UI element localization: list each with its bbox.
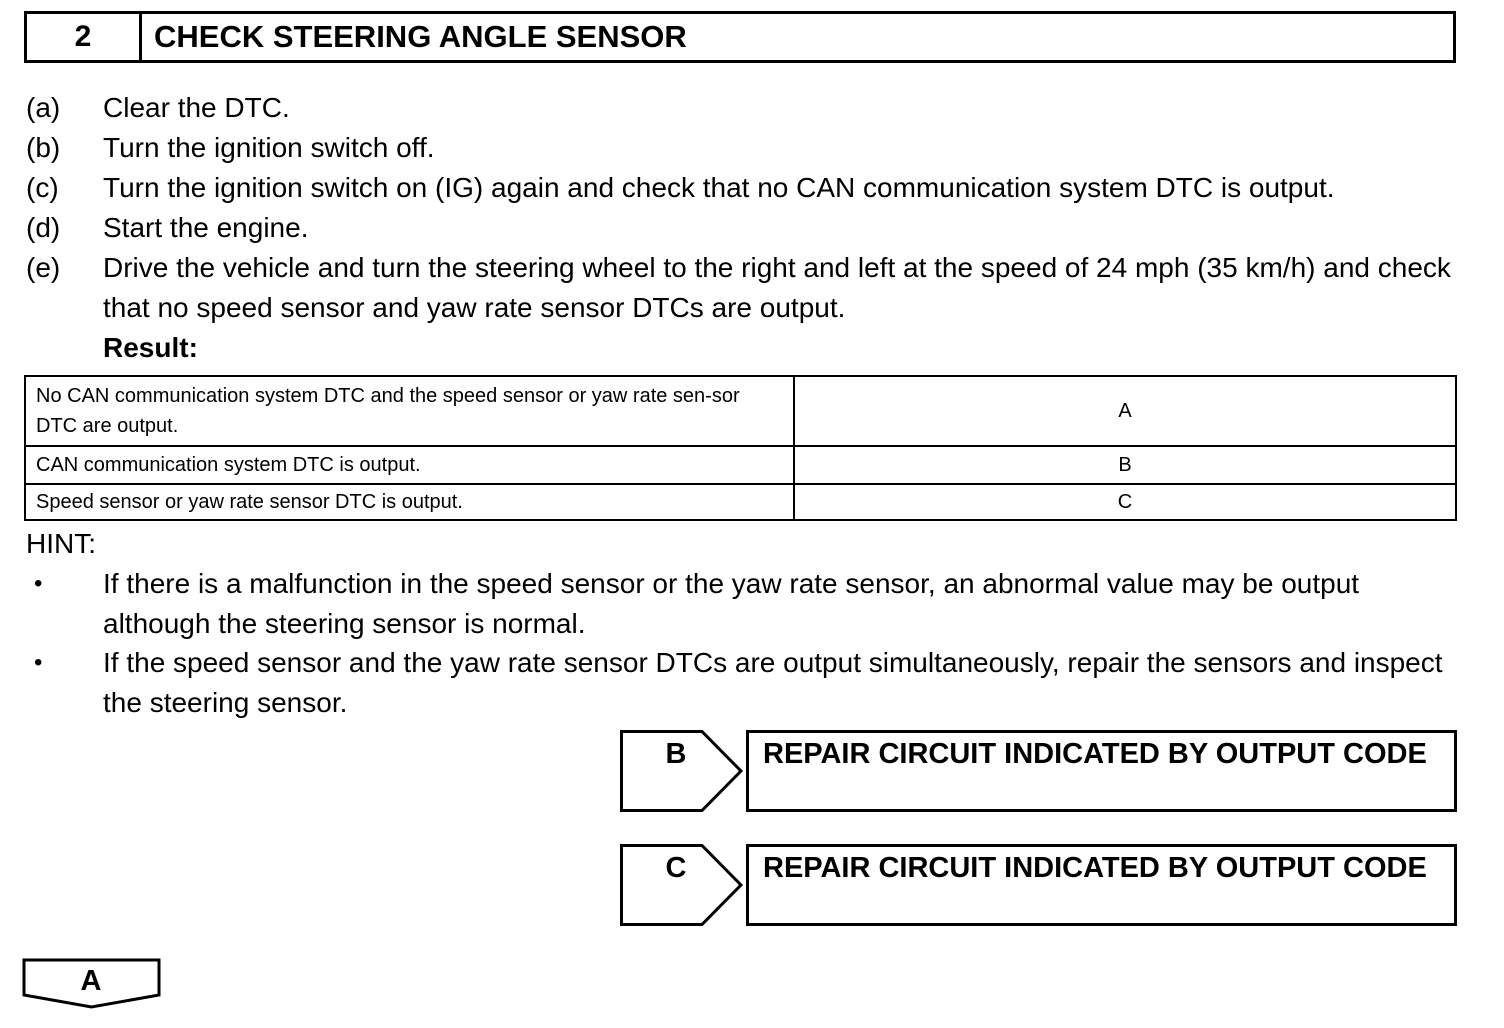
branch-action: REPAIR CIRCUIT INDICATED BY OUTPUT CODE bbox=[746, 844, 1457, 926]
step-text: Clear the DTC. bbox=[103, 92, 290, 123]
step-title: CHECK STEERING ANGLE SENSOR bbox=[154, 19, 687, 54]
step-label: (e) bbox=[26, 252, 61, 283]
result-table bbox=[24, 375, 1457, 521]
condition-cell: Speed sensor or yaw rate sensor DTC is output. bbox=[25, 484, 794, 520]
result-label: Result: bbox=[103, 332, 198, 363]
next-step-marker bbox=[22, 958, 162, 1015]
hint-text: If there is a malfunction in the speed sensor or the yaw rate sensor, an abnormal value may be output although the steering sensor is normal. bbox=[103, 568, 1360, 639]
condition-cell: No CAN communication system DTC and the speed sensor or yaw rate sen-sor DTC are output. bbox=[25, 376, 794, 446]
step-label: (d) bbox=[26, 212, 61, 243]
hint-text: If the speed sensor and the yaw rate sensor DTCs are output simultaneously, repair the sensors and inspect the steering sensor. bbox=[103, 647, 1443, 718]
table-row bbox=[25, 484, 1456, 520]
code-cell: A bbox=[794, 376, 1456, 446]
step-text: Start the engine. bbox=[103, 212, 309, 243]
step-label: (c) bbox=[26, 172, 59, 203]
step-label: (a) bbox=[26, 92, 61, 123]
branch-b bbox=[620, 730, 1458, 812]
code-cell: B bbox=[794, 446, 1456, 484]
branch-c bbox=[620, 844, 1458, 926]
next-step-code: A bbox=[80, 965, 102, 997]
branch-code: C bbox=[665, 852, 687, 884]
section-header bbox=[24, 11, 1456, 63]
bullet-icon: • bbox=[34, 649, 43, 676]
branch-action: REPAIR CIRCUIT INDICATED BY OUTPUT CODE bbox=[746, 730, 1457, 812]
step-text: Drive the vehicle and turn the steering wheel to the right and left at the speed of 24 mph (35 km/h) and check that no speed sensor and yaw rate sensor DTCs are output. bbox=[103, 252, 1451, 323]
code-cell: C bbox=[794, 484, 1456, 520]
hint-label: HINT: bbox=[26, 528, 96, 559]
step-text: Turn the ignition switch on (IG) again and check that no CAN communication system DTC is output. bbox=[103, 172, 1335, 203]
step-label: (b) bbox=[26, 132, 61, 163]
step-number: 2 bbox=[27, 14, 142, 60]
table-row bbox=[25, 376, 1456, 446]
branch-code: B bbox=[665, 738, 687, 770]
bullet-icon: • bbox=[34, 570, 43, 597]
step-text: Turn the ignition switch off. bbox=[103, 132, 435, 163]
condition-cell: CAN communication system DTC is output. bbox=[25, 446, 794, 484]
table-row bbox=[25, 446, 1456, 484]
